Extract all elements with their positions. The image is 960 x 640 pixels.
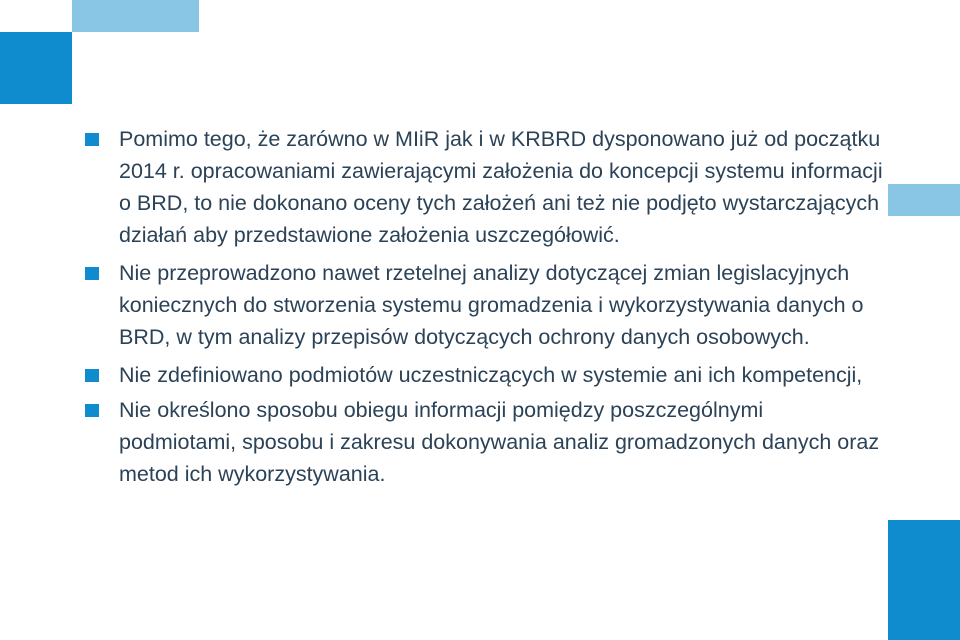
decorative-square-top-left bbox=[0, 32, 72, 104]
bullet-item bbox=[85, 394, 885, 490]
bullet-item bbox=[85, 359, 885, 391]
square-bullet-icon bbox=[85, 267, 99, 280]
bullet-list bbox=[85, 123, 885, 496]
bullet-text: Nie zdefiniowano podmiotów uczestniczących w systemie ani ich kompetencji, bbox=[119, 363, 863, 387]
bullet-item bbox=[85, 123, 885, 251]
square-bullet-icon bbox=[85, 404, 99, 417]
decorative-bar-top bbox=[72, 0, 199, 32]
square-bullet-icon bbox=[85, 369, 99, 382]
square-bullet-icon bbox=[85, 133, 99, 146]
decorative-bar-right bbox=[888, 184, 960, 216]
bullet-item bbox=[85, 257, 885, 353]
decorative-block-bottom-right bbox=[888, 520, 960, 640]
bullet-text: Nie przeprowadzono nawet rzetelnej analizy dotyczącej zmian legislacyjnych koniecznych do stworzenia systemu gromadzenia i wykorzystywania danych o BRD, w tym analizy przepisów dotyczących ochrony danych osobowych. bbox=[119, 261, 864, 349]
bullet-text: Pomimo tego, że zarówno w MIiR jak i w KRBRD dysponowano już od początku 2014 r. opracowaniami zawierającymi założenia do koncepcji systemu informacji o BRD, to nie dokonano oceny tych założeń ani też nie podjęto wystarczających działań aby przedstawione założenia uszczegółowić. bbox=[119, 127, 883, 247]
bullet-text: Nie określono sposobu obiegu informacji pomiędzy poszczególnymi podmiotami, sposobu i zakresu dokonywania analiz gromadzonych danych oraz metod ich wykorzystywania. bbox=[119, 398, 880, 486]
